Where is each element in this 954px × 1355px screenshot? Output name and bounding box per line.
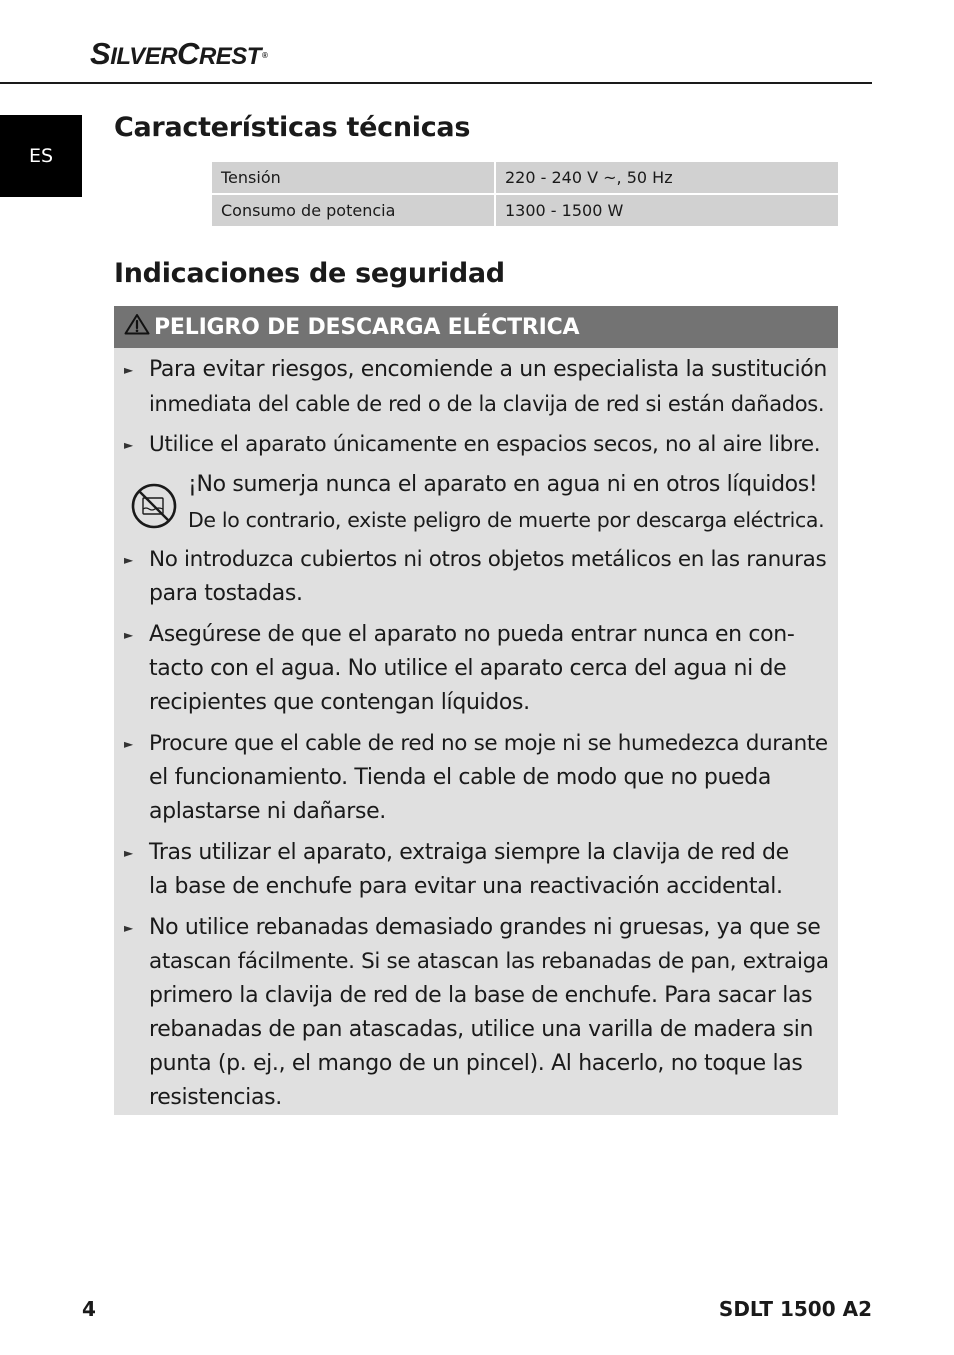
table-row (212, 162, 838, 193)
brand-logo: SILVERCREST® (90, 36, 268, 71)
model-number: SDLT 1500 A2 (718, 1297, 872, 1321)
spec-value: 220 - 240 V ~, 50 Hz (496, 162, 838, 193)
page-number: 4 (82, 1297, 96, 1321)
item-line: ¡No sumerja nunca el aparato en agua ni en otros líquidos! (188, 472, 818, 497)
item-line: el funcionamiento. Tienda el cable de modo que no pueda (149, 765, 771, 790)
item-line: la base de enchufe para evitar una reactivación accidental. (149, 874, 783, 899)
item-line: para tostadas. (149, 581, 303, 606)
spec-label: Tensión (212, 162, 496, 193)
bullet-icon: ► (124, 363, 134, 377)
item-line: resistencias. (149, 1085, 282, 1110)
item-line: Tras utilizar el aparato, extraiga siempre la clavija de red de (149, 840, 789, 865)
item-line: Procure que el cable de red no se moje ni se humedezca durante (149, 731, 828, 756)
item-line: Para evitar riesgos, encomiende a un especialista la sustitución (149, 357, 827, 382)
item-line: No introduzca cubiertos ni otros objetos metálicos en las ranuras (149, 547, 827, 572)
no-immersion-icon (130, 482, 178, 530)
item-line: recipientes que contengan líquidos. (149, 690, 530, 715)
header-rule (0, 82, 872, 84)
item-line: inmediata del cable de red o de la clavija de red si están dañados. (149, 392, 825, 416)
item-line: rebanadas de pan atascadas, utilice una varilla de madera sin (149, 1017, 814, 1042)
spec-value: 1300 - 1500 W (496, 195, 838, 226)
item-line: Asegúrese de que el aparato no pueda entrar nunca en con- (149, 622, 795, 647)
warning-triangle-icon (124, 313, 150, 335)
language-tab: ES (0, 115, 82, 197)
item-line: aplastarse ni dañarse. (149, 799, 386, 824)
item-line: punta (p. ej., el mango de un pincel). Al hacerlo, no toque las (149, 1051, 803, 1076)
item-line: No utilice rebanadas demasiado grandes ni gruesas, ya que se (149, 915, 821, 940)
warning-title: PELIGRO DE DESCARGA ELÉCTRICA (154, 314, 580, 340)
spec-table (212, 160, 838, 228)
spec-label: Consumo de potencia (212, 195, 496, 226)
item-line: atascan fácilmente. Si se atascan las rebanadas de pan, extraiga (149, 949, 829, 974)
item-line: De lo contrario, existe peligro de muerte por descarga eléctrica. (188, 508, 825, 532)
item-line: Utilice el aparato únicamente en espacios secos, no al aire libre. (149, 432, 821, 457)
warning-box (114, 306, 838, 1115)
item-line: primero la clavija de red de la base de enchufe. Para sacar las (149, 983, 813, 1008)
item-line: tacto con el agua. No utilice el aparato cerca del agua ni de (149, 656, 787, 681)
bullet-icon: ► (124, 921, 134, 935)
bullet-icon: ► (124, 846, 134, 860)
specs-title: Características técnicas (114, 112, 471, 143)
bullet-icon: ► (124, 553, 134, 567)
table-row (212, 195, 838, 226)
safety-title: Indicaciones de seguridad (114, 258, 505, 289)
bullet-icon: ► (124, 628, 134, 642)
bullet-icon: ► (124, 438, 134, 452)
warning-header (114, 306, 838, 348)
bullet-icon: ► (124, 737, 134, 751)
